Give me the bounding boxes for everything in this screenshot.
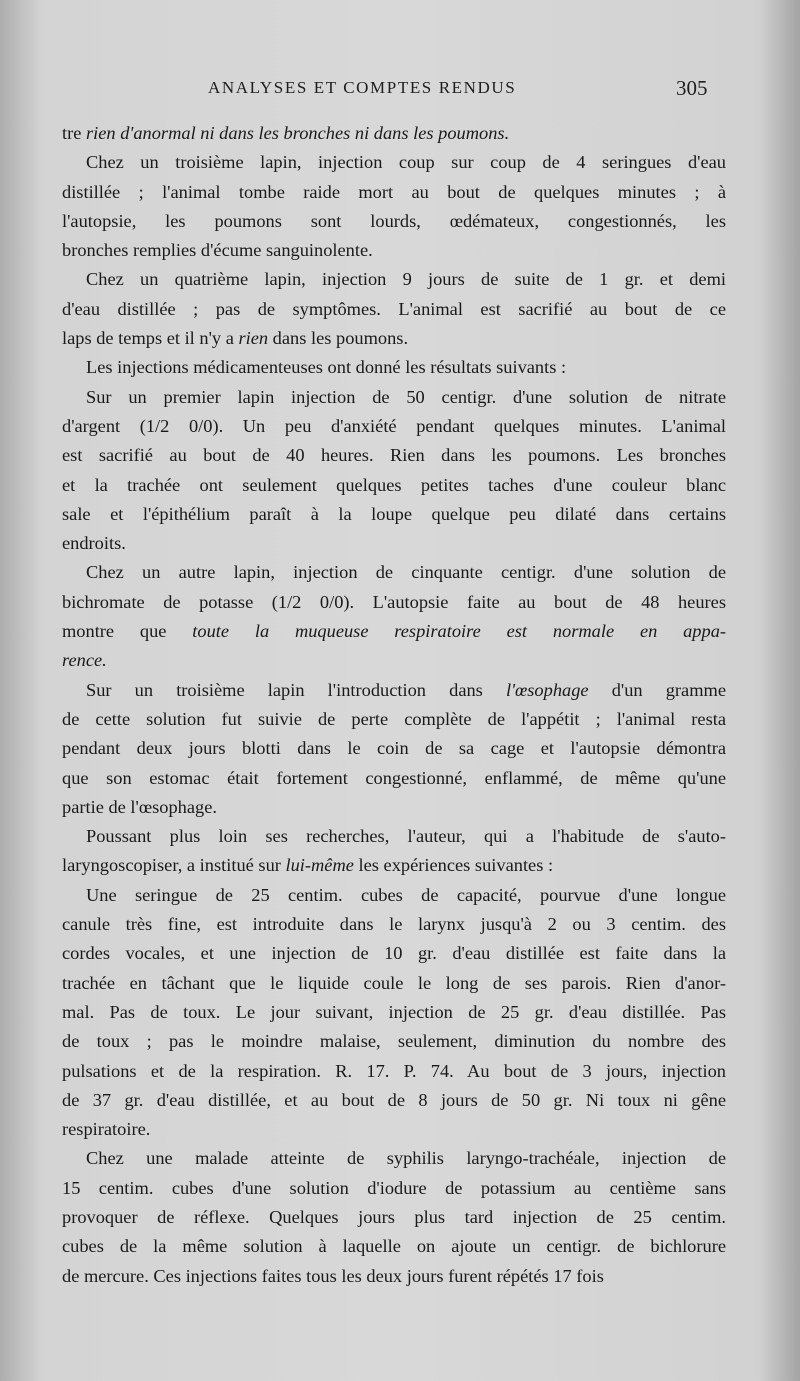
text-line [62, 676, 726, 705]
text-line [62, 1232, 726, 1261]
page-number: 305 [676, 76, 708, 100]
text-segment: Chez un autre lapin, injection de cinquante centigr. d'une solution de [86, 562, 726, 583]
text-line [62, 734, 726, 763]
text-segment: de 37 gr. d'eau distillée, et au bout de 8 jours de 50 gr. Ni toux ni gêne [62, 1089, 726, 1110]
italic-text: toute la muqueuse respiratoire est normale en appa- [192, 621, 726, 642]
text-segment: et la trachée ont seulement quelques petites taches d'une couleur blanc [62, 474, 726, 495]
text-segment: canule très fine, est introduite dans le larynx jusqu'à 2 ou 3 centim. des [62, 914, 726, 935]
text-line [62, 1144, 726, 1173]
text-line [62, 851, 726, 880]
text-segment: trachée en tâchant que le liquide coule le long de ses parois. Rien d'anor- [62, 972, 726, 993]
text-segment: l'autopsie, les poumons sont lourds, œdémateux, congestionnés, les [62, 210, 726, 231]
text-line [62, 383, 726, 412]
text-line [62, 764, 726, 793]
text-segment: d'argent (1/2 0/0). Un peu d'anxiété pendant quelques minutes. L'animal [62, 415, 726, 436]
text-segment: Une seringue de 25 centim. cubes de capacité, pourvue d'une longue [86, 884, 726, 905]
italic-text: rien [238, 328, 269, 349]
text-line [62, 910, 726, 939]
text-segment: est sacrifié au bout de 40 heures. Rien dans les poumons. Les bronches [62, 445, 726, 466]
text-line [62, 1057, 726, 1086]
text-line [62, 148, 726, 177]
text-line [62, 793, 726, 822]
text-segment: pulsations et de la respiration. R. 17. P. 74. Au bout de 3 jours, injection [62, 1060, 726, 1081]
text-segment: d'eau distillée ; pas de symptômes. L'animal est sacrifié au bout de ce [62, 298, 726, 319]
text-line [62, 207, 726, 236]
italic-text: l'œsophage [505, 679, 589, 700]
text-segment: montre que [62, 621, 193, 642]
text-segment: Chez un quatrième lapin, injection 9 jours de suite de 1 gr. et demi [86, 269, 726, 290]
text-line [62, 558, 726, 587]
text-line [62, 119, 726, 148]
text-line [62, 588, 726, 617]
text-segment: cubes de la même solution à laquelle on ajoute un centigr. de bichlorure [62, 1236, 726, 1257]
text-line [62, 1262, 726, 1291]
text-line [62, 822, 726, 851]
text-line [62, 1174, 726, 1203]
text-line [62, 617, 726, 646]
text-segment: d'un gramme [588, 679, 726, 700]
text-line [62, 1203, 726, 1232]
text-segment: cordes vocales, et une injection de 10 gr. d'eau distillée est faite dans la [62, 943, 726, 964]
text-segment: les expériences suivantes : [353, 855, 554, 876]
text-line [62, 939, 726, 968]
text-line [62, 471, 726, 500]
text-segment: de toux ; pas le moindre malaise, seulement, diminution du nombre des [62, 1031, 726, 1052]
text-line [62, 324, 726, 353]
italic-text: lui-même [285, 855, 354, 876]
text-segment: Chez une malade atteinte de syphilis laryngo-trachéale, injection de [86, 1148, 726, 1169]
italic-text: rien d'anormal ni dans les bronches ni dans les poumons. [86, 123, 510, 143]
text-line [62, 881, 726, 910]
text-segment: sale et l'épithélium paraît à la loupe quelque peu dilaté dans certains [62, 503, 726, 524]
text-segment: Sur un troisième lapin l'introduction dans [86, 679, 506, 700]
text-line [62, 265, 726, 294]
text-segment: Sur un premier lapin injection de 50 centigr. d'une solution de nitrate [86, 386, 726, 407]
body-text [62, 119, 726, 1291]
text-line [62, 295, 726, 324]
text-segment: Chez un troisième lapin, injection coup sur coup de 4 seringues d'eau [86, 152, 726, 173]
italic-text: rence. [62, 650, 107, 671]
text-segment: tre [62, 123, 86, 143]
text-segment: bichromate de potasse (1/2 0/0). L'autopsie faite au bout de 48 heures [62, 591, 726, 612]
text-line [62, 236, 726, 265]
text-segment: pendant deux jours blotti dans le coin de sa cage et l'autopsie démontra [62, 738, 726, 759]
text-line [62, 441, 726, 470]
text-segment: de mercure. Ces injections faites tous les deux jours furent répétés 17 fois [62, 1265, 604, 1286]
text-line [62, 646, 726, 675]
page-header [0, 72, 800, 106]
text-segment: partie de l'œsophage. [62, 796, 217, 817]
text-segment: mal. Pas de toux. Le jour suivant, injection de 25 gr. d'eau distillée. Pas [62, 1001, 726, 1022]
left-edge-shadow [0, 0, 40, 1381]
text-line [62, 705, 726, 734]
text-line [62, 1115, 726, 1144]
text-segment: endroits. [62, 533, 126, 554]
text-line [62, 998, 726, 1027]
text-line [62, 529, 726, 558]
text-line [62, 1086, 726, 1115]
running-head: ANALYSES ET COMPTES RENDUS [208, 78, 517, 97]
text-line [62, 178, 726, 207]
text-line [62, 1027, 726, 1056]
text-segment: Les injections médicamenteuses ont donné les résultats suivants : [86, 357, 567, 378]
text-segment: de cette solution fut suivie de perte complète de l'appétit ; l'animal resta [62, 708, 726, 729]
text-segment: dans les poumons. [268, 328, 409, 349]
text-line [62, 353, 726, 382]
text-line [62, 412, 726, 441]
text-segment: Poussant plus loin ses recherches, l'auteur, qui a l'habitude de s'auto- [86, 826, 726, 847]
text-segment: laps de temps et il n'y a [62, 328, 239, 349]
text-segment: 15 centim. cubes d'une solution d'iodure de potassium au centième sans [62, 1177, 726, 1198]
text-segment: provoquer de réflexe. Quelques jours plus tard injection de 25 centim. [62, 1206, 726, 1227]
right-edge-shadow [760, 0, 800, 1381]
text-segment: que son estomac était fortement congestionné, enflammé, de même qu'une [62, 767, 726, 788]
text-segment: laryngoscopiser, a institué sur [62, 855, 286, 876]
text-line [62, 969, 726, 998]
text-segment: bronches remplies d'écume sanguinolente. [62, 240, 373, 261]
text-segment: distillée ; l'animal tombe raide mort au bout de quelques minutes ; à [62, 181, 726, 202]
text-line [62, 500, 726, 529]
text-segment: respiratoire. [62, 1119, 151, 1140]
